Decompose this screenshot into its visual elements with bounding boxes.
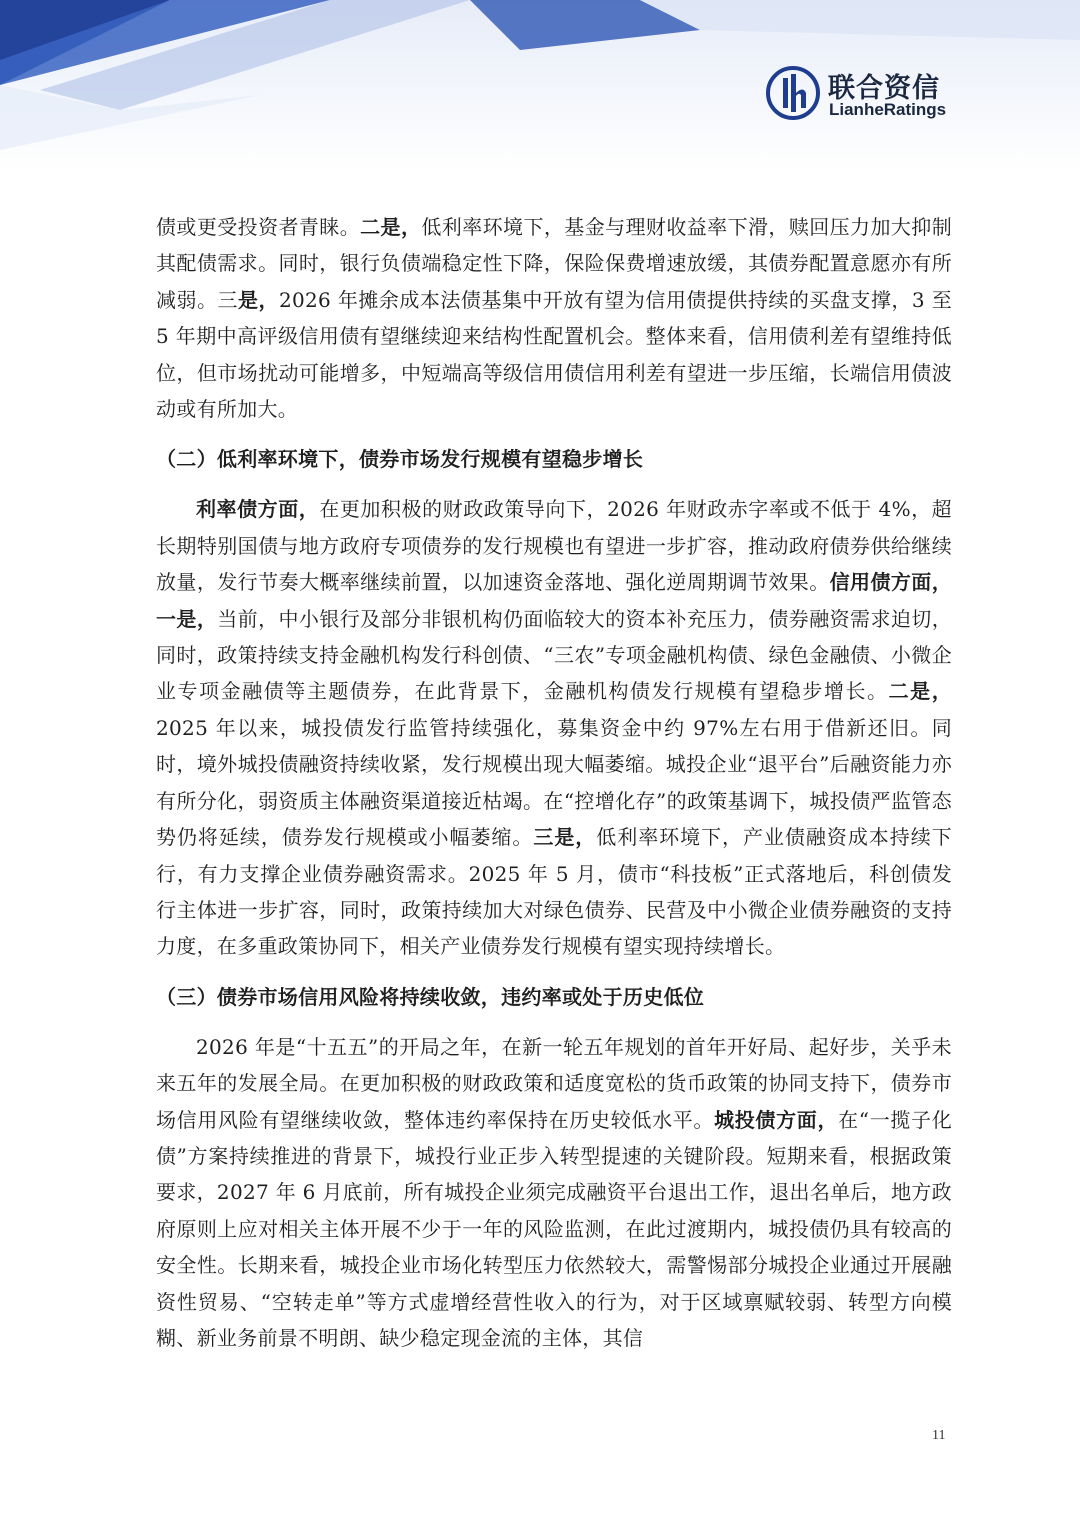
paragraph-2: 利率债方面，在更加积极的财政政策导向下，2026 年财政赤字率或不低于 4%，超长期特别国债与地方政府专项债券的发行规模也有望进一步扩容，推动政府债券供给继续放量，发行节奏大概率继续前置，以加速资金落地、强化逆周期调节效果。信用债方面，一是，当前，中小银行及部分非银机构仍面临较大的资本补充压力，债券融资需求迫切，同时，政策持续支持金融机构发行科创债、“三农”专项金融机构债、绿色金融债、小微企业专项金融债等主题债券，在此背景下，金融机构债发行规模有望稳步增长。二是，2025 年以来，城投债发行监管持续强化，募集资金中约 97%左右用于借新还旧。同时，境外城投债融资持续收紧，发行规模出现大幅萎缩。城投企业“退平台”后融资能力亦有所分化，弱资质主体融资渠道接近枯竭。在“控增化存”的政策基调下，城投债严监管态势仍将延续，债券发行规模或小幅萎缩。三是，低利率环境下，产业债融资成本持续下行，有力支撑企业债券融资需求。2025 年 5 月，债市“科技板”正式落地后，科创债发行主体进一步扩容，同时，政策持续加大对绿色债券、民营及中小微企业债券融资的支持力度，在多重政策协同下，相关产业债券发行规模有望实现持续增长。 (156, 497, 953, 959)
paragraph-1: 债或更受投资者青睐。二是，低利率环境下，基金与理财收益率下滑，赎回压力加大抑制其配债需求。同时，银行负债端稳定性下降，保险保费增速放缓，其债券配置意愿亦有所减弱。三是，2026 年摊余成本法债基集中开放有望为信用债提供持续的买盘支撑，3 至 5 年期中高评级信用债有望继续迎来结构性配置机会。整体来看，信用债利差有望维持低位，但市场扰动可能增多，中短端高等级信用债信用利差有望进一步压缩，长端信用债波动或有所加大。 (156, 215, 953, 422)
logo-english-name: LianheRatings (829, 100, 947, 119)
document-body (156, 209, 952, 1356)
page-number: 11 (932, 1428, 946, 1443)
section-heading-3: （三）债券市场信用风险将持续收敛，违约率或处于历史低位 (156, 984, 705, 1009)
paragraph-3: 2026 年是“十五五”的开局之年，在新一轮五年规划的首年开好局、起好步，关乎未来五年的发展全局。在更加积极的财政政策和适度宽松的货币政策的协同支持下，债券市场信用风险有望继续收敛，整体违约率保持在历史较低水平。城投债方面，在“一揽子化债”方案持续推进的背景下，城投行业正步入转型提速的关键阶段。短期来看，根据政策要求，2027 年 6 月底前，所有城投企业须完成融资平台退出工作，退出名单后，地方政府原则上应对相关主体开展不少于一年的风险监测，在此过渡期内，城投债仍具有较高的安全性。长期来看，城投企业市场化转型压力依然较大，需警惕部分城投企业通过开展融资性贸易、“空转走单”等方式虚增经营性收入的行为，对于区域禀赋较弱、转型方向模糊、新业务前景不明朗、缺少稳定现金流的主体，其信 (156, 1034, 952, 1350)
lianhe-logo-icon (766, 66, 820, 120)
lianhe-logo (766, 66, 956, 122)
logo-chinese-name: 联合资信 (828, 73, 940, 104)
section-heading-2: （二）低利率环境下，债券市场发行规模有望稳步增长 (156, 447, 644, 472)
